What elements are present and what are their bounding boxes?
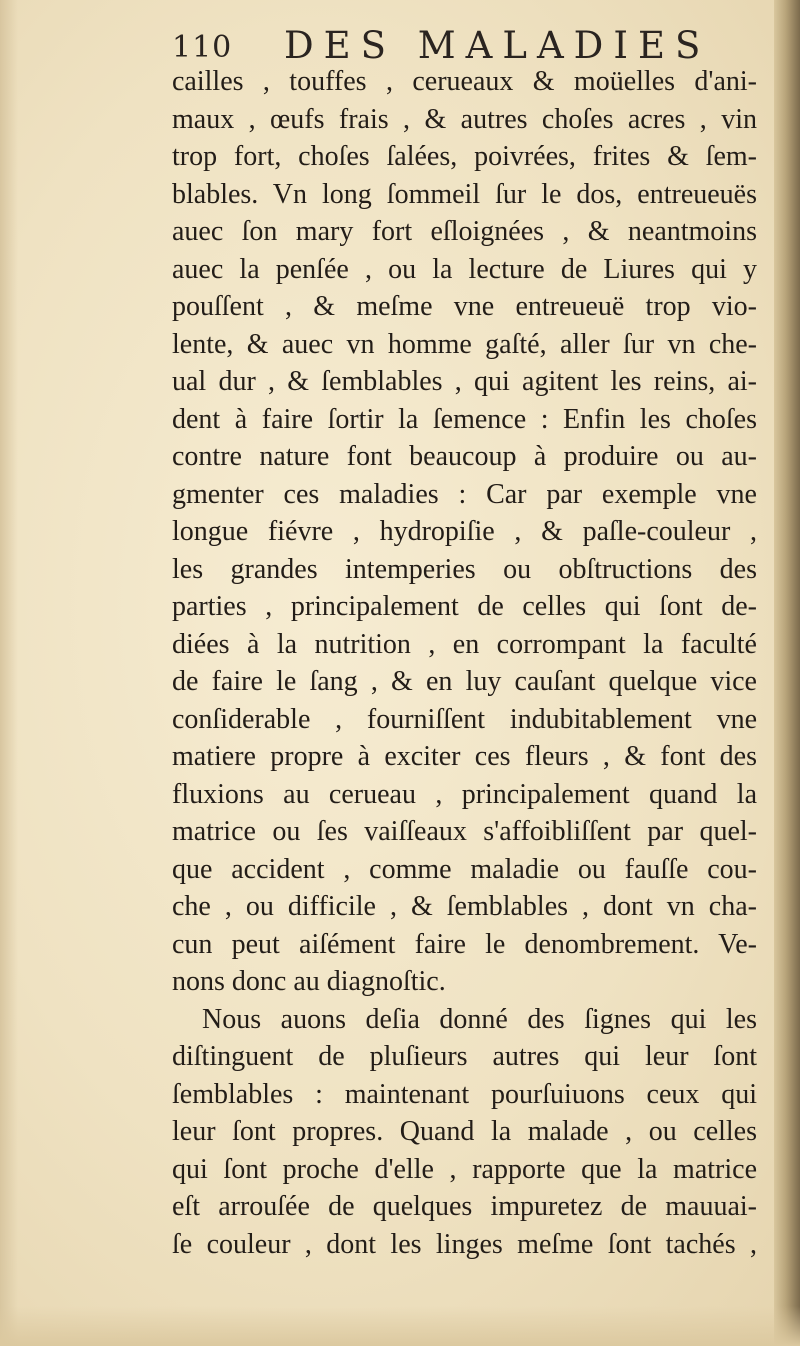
text-line: les grandes intemperies ou obſtructions des [172,553,757,585]
page-number: 110 [172,30,233,65]
text-line: leur ſont propres. Quand la malade , ou celles [172,1116,757,1147]
text-line: ſe couleur , dont les linges meſme ſont tachés , [172,1228,757,1260]
text-line: de faire le ſang , & en luy cauſant quelque vice [172,666,757,697]
text-line: longue fiévre , hydropiſie , & paſle-couleur , [172,516,757,547]
text-line: fluxions au cerueau , principalement quand la [172,778,757,810]
text-line: maux , œufs frais , & autres choſes acres , vin [172,103,757,135]
text-line: diſtinguent de pluſieurs autres qui leur ſont [172,1041,757,1072]
text-line: qui ſont proche d'elle , rapporte que la matrice [172,1153,757,1185]
text-line: auec la penſée , ou la lecture de Liures qui y [172,253,757,285]
body-text [172,63,757,1263]
text-line: conſiderable , fourniſſent indubitablement vne [172,703,757,735]
text-line: auec ſon mary fort eſloignées , & neantmoins [172,216,757,247]
text-line: blables. Vn long ſommeil ſur le dos, entreueuës [172,178,757,210]
text-line: nons donc au diagnoſtic. [172,966,446,997]
binding-gutter [774,0,800,1346]
text-line: trop fort, choſes ſalées, poivrées, frites & ſem- [172,141,757,172]
text-line: cun peut aiſément faire le denombrement. Ve- [172,928,757,960]
text-line: dent à faire ſortir la ſemence : Enfin les choſes [172,403,757,435]
text-line: parties , principalement de celles qui ſont de- [172,591,757,622]
text-line: cailles , touffes , cerueaux & moüelles d'ani- [172,66,757,97]
text-line: gmenter ces maladies : Car par exemple vne [172,478,757,510]
text-line: ual dur , & ſemblables , qui agitent les reins, ai- [172,366,757,397]
text-line: pouſſent , & meſme vne entreueuë trop vio- [172,291,757,322]
text-line: che , ou difficile , & ſemblables , dont vn cha- [172,891,757,922]
text-line: Nous auons deſia donné des ſignes qui les [202,1003,757,1035]
text-line: diées à la nutrition , en corrompant la faculté [172,628,757,660]
text-line: que accident , comme maladie ou fauſſe cou- [172,853,757,885]
page-edge-shadow [0,0,18,1346]
running-head: DES MALADIES [284,24,711,67]
page-bottom-shadow [0,1306,800,1346]
text-line: matrice ou ſes vaiſſeaux s'affoibliſſent par quel- [172,816,757,847]
text-line: contre nature font beaucoup à produire ou au- [172,441,757,472]
text-line: lente, & auec vn homme gaſté, aller ſur vn che- [172,328,757,360]
text-line: ſemblables : maintenant pourſuiuons ceux qui [172,1078,757,1110]
text-line: matiere propre à exciter ces fleurs , & font des [172,741,757,772]
text-line: eſt arrouſée de quelques impuretez de mauuai- [172,1191,757,1222]
